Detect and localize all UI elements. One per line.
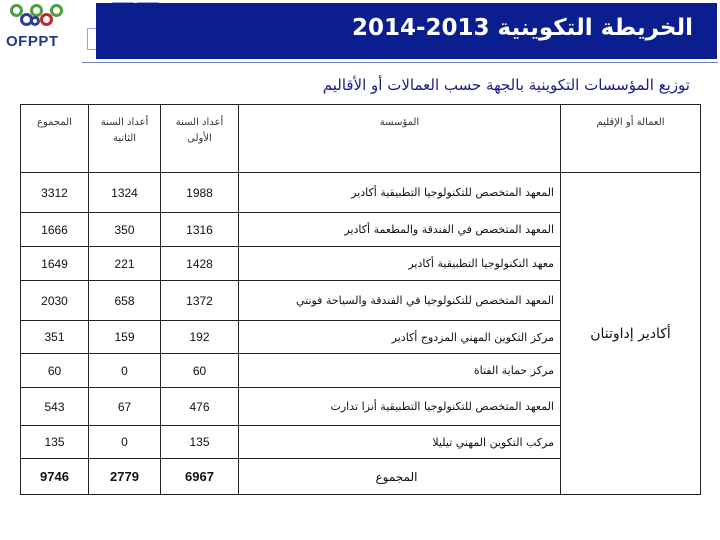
total-cell: 351 (21, 321, 89, 354)
institution-cell: مركز التكوين المهني المزدوج أكادير (239, 321, 561, 354)
year2-cell: 67 (89, 388, 161, 426)
header-region: العمالة أو الإقليم (561, 105, 701, 173)
header-year1: أعداد السنة الأولى (161, 105, 239, 173)
year1-cell: 192 (161, 321, 239, 354)
ofppt-logo (0, 0, 82, 58)
total-cell: 1649 (21, 247, 89, 281)
institution-cell: مركز حماية الفتاة (239, 354, 561, 388)
year1-cell: 60 (161, 354, 239, 388)
page-title: الخريطة التكوينية 2013-2014 (351, 15, 693, 41)
total-cell: 543 (21, 388, 89, 426)
institution-cell: معهد التكنولوجيا التطبيقية أكادير (239, 247, 561, 281)
logo-text: OFPPT (6, 33, 59, 50)
institution-cell: المعهد المتخصص في الفندقة والمطعمة أكادير (239, 213, 561, 247)
year1-cell: 476 (161, 388, 239, 426)
totals-total: 9746 (21, 459, 89, 495)
table-row (21, 173, 701, 213)
year2-cell: 0 (89, 426, 161, 459)
institution-cell: المعهد المتخصص للتكنولوجيا في الفندقة والسياحة فونتي (239, 281, 561, 321)
year1-cell: 1428 (161, 247, 239, 281)
totals-year2: 2779 (89, 459, 161, 495)
year2-cell: 159 (89, 321, 161, 354)
total-cell: 1666 (21, 213, 89, 247)
year2-cell: 221 (89, 247, 161, 281)
year1-cell: 1988 (161, 173, 239, 213)
header-total: المجموع (21, 105, 89, 173)
year2-cell: 0 (89, 354, 161, 388)
total-cell: 3312 (21, 173, 89, 213)
table-subtitle: توزيع المؤسسات التكوينية بالجهة حسب العمالات أو الأقاليم (322, 76, 690, 94)
header-institution: المؤسسة (239, 105, 561, 173)
totals-label: المجموع (239, 459, 561, 495)
region-cell: أكادير إداوتنان (561, 173, 701, 495)
year2-cell: 1324 (89, 173, 161, 213)
institution-cell: المعهد المتخصص للتكنولوجيا التطبيقية أكادير (239, 173, 561, 213)
header-divider (82, 62, 718, 63)
year1-cell: 1372 (161, 281, 239, 321)
total-cell: 60 (21, 354, 89, 388)
year2-cell: 350 (89, 213, 161, 247)
institution-cell: المعهد المتخصص للتكنولوجيا التطبيقية أنزا تدارت (239, 388, 561, 426)
total-cell: 2030 (21, 281, 89, 321)
logo-rings-icon (10, 4, 70, 30)
year2-cell: 658 (89, 281, 161, 321)
institution-cell: مركب التكوين المهني تيليلا (239, 426, 561, 459)
totals-year1: 6967 (161, 459, 239, 495)
total-cell: 135 (21, 426, 89, 459)
year1-cell: 135 (161, 426, 239, 459)
year1-cell: 1316 (161, 213, 239, 247)
title-bar (96, 3, 717, 59)
header-year2: أعداد السنة الثانية (89, 105, 161, 173)
distribution-table (20, 104, 701, 495)
